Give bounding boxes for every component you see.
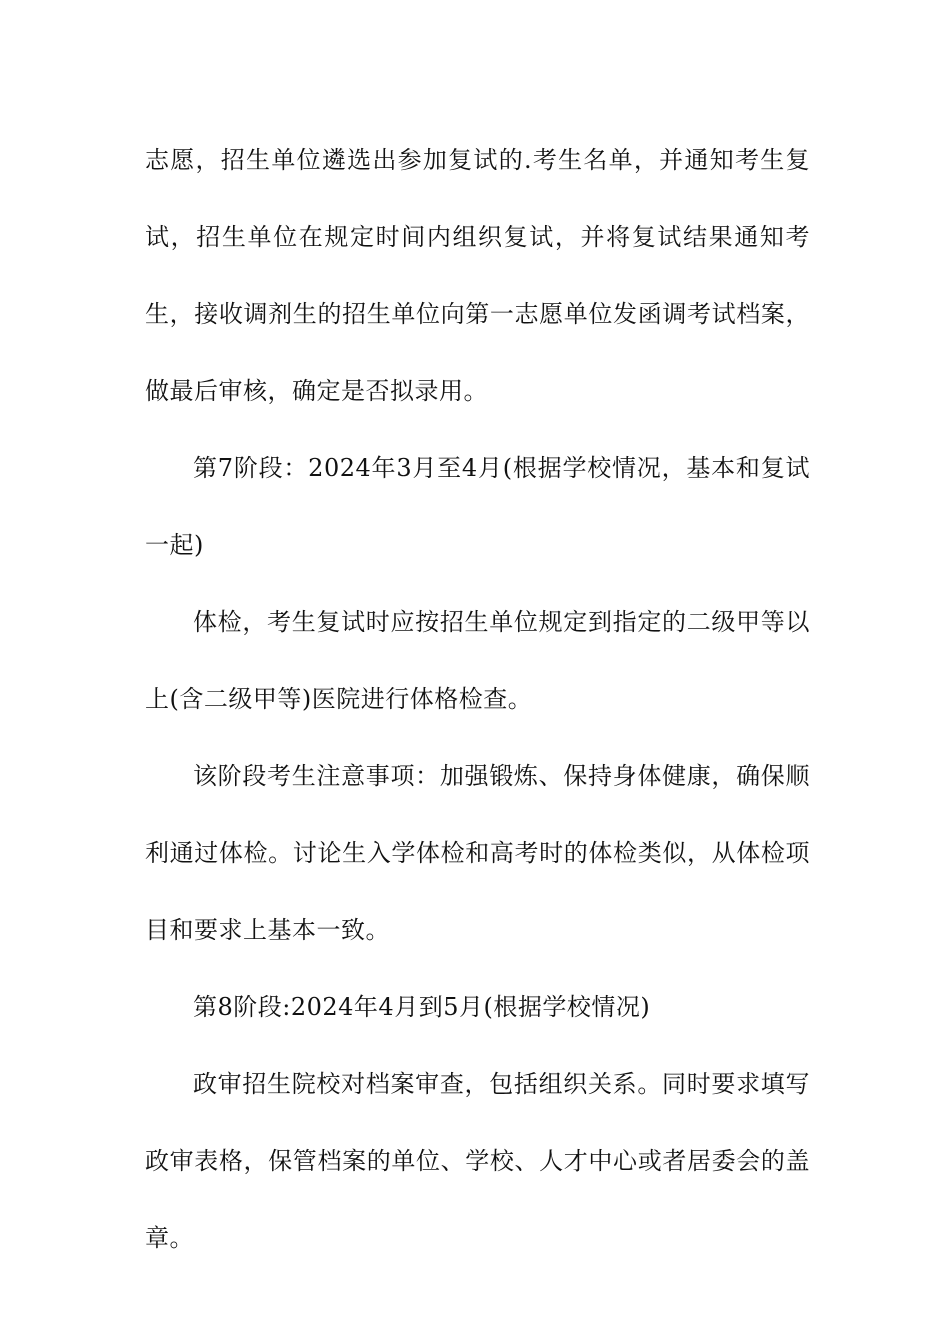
paragraph-stage-8-heading: 第8阶段:2024年4月到5月(根据学校情况)	[193, 993, 651, 1021]
paragraph-exam-notes: 该阶段考生注意事项：加强锻炼、保持身体健康，确保顺利通过体检。讨论生入学体检和高考时的体检类似，从体检项目和要求上基本一致。	[145, 762, 810, 944]
paragraph-political-review: 政审招生院校对档案审查，包括组织关系。同时要求填写政审表格，保管档案的单位、学校、人才中心或者居委会的盖章。	[145, 1070, 810, 1252]
paragraph-continuation: 志愿，招生单位遴选出参加复试的.考生名单，并通知考生复试，招生单位在规定时间内组织复试，并将复试结果通知考生，接收调剂生的招生单位向第一志愿单位发函调考试档案，做最后审核，确定是否拟录用。	[145, 146, 810, 405]
paragraph-stage-7-heading: 第7阶段：2024年3月至4月(根据学校情况，基本和复试一起)	[145, 454, 810, 559]
paragraph-physical-exam: 体检，考生复试时应按招生单位规定到指定的二级甲等以上(含二级甲等)医院进行体格检查。	[145, 608, 810, 713]
document-body	[145, 122, 810, 1277]
